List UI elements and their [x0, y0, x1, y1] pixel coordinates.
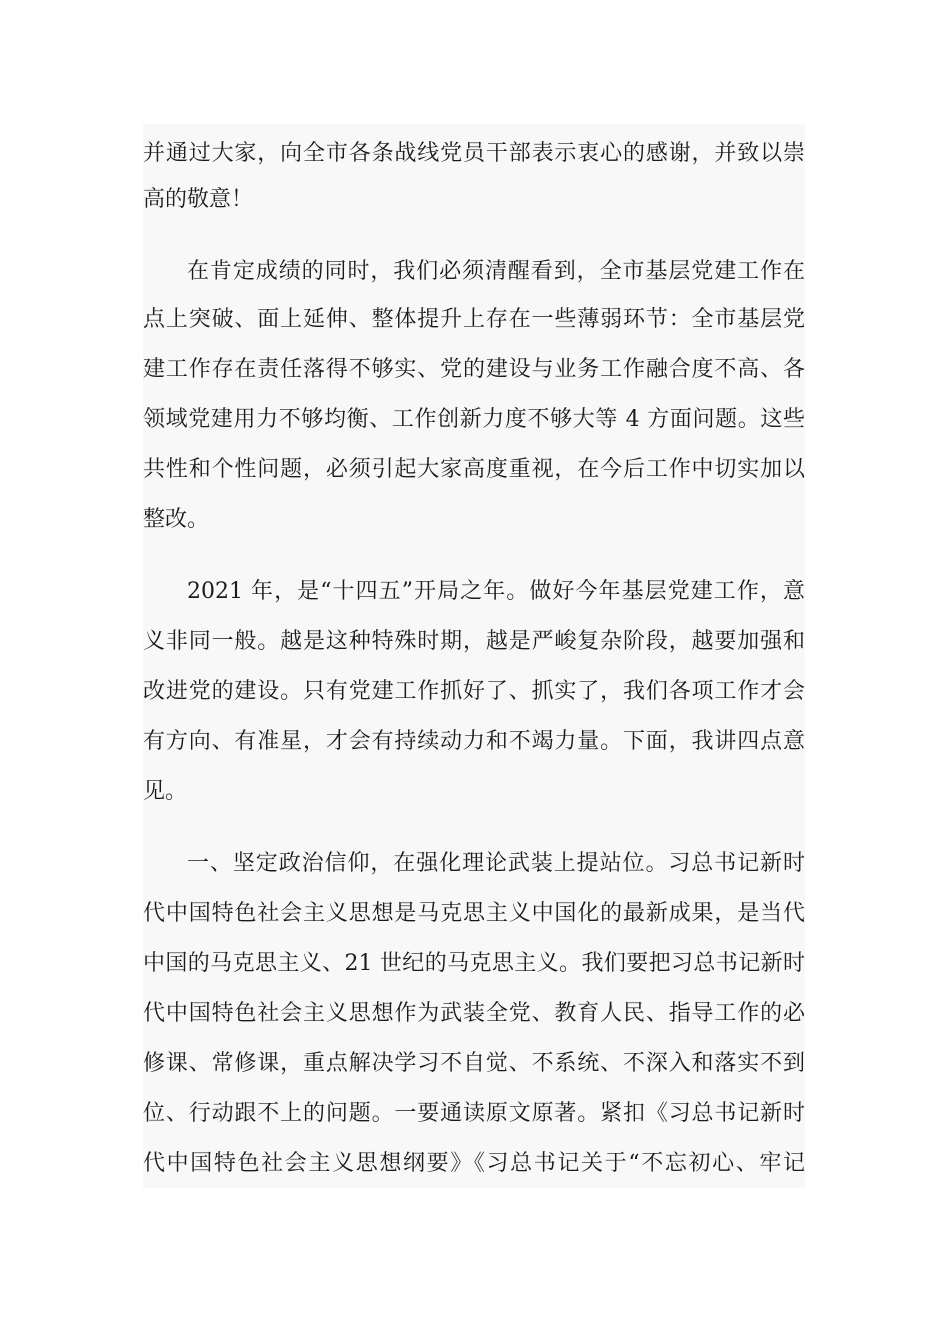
paragraph-3-line-5: 见。 — [143, 779, 188, 804]
paragraph-1-line-2: 高的敬意！ — [143, 187, 254, 212]
paragraph-2-line-1: 在肯定成绩的同时，我们必须清醒看到，全市基层党建工作在 — [187, 259, 805, 284]
paragraph-3-line-4: 有方向、有准星，才会有持续动力和不竭力量。下面，我讲四点意 — [143, 729, 805, 754]
paragraph-4-line-7: 代中国特色社会主义思想纲要》《习总书记关于“不忘初心、牢记 — [143, 1151, 805, 1176]
paragraph-2-line-2: 点上突破、面上延伸、整体提升上存在一些薄弱环节：全市基层党 — [143, 307, 805, 332]
paragraph-4-line-4: 代中国特色社会主义思想作为武装全党、教育人民、指导工作的必 — [143, 1001, 805, 1026]
paragraph-2-line-4: 领域党建用力不够均衡、工作创新力度不够大等 4 方面问题。这些 — [143, 407, 805, 432]
paragraph-3-line-2: 义非同一般。越是这种特殊时期，越是严峻复杂阶段，越要加强和 — [143, 629, 805, 654]
paragraph-4-line-1: 一、坚定政治信仰，在强化理论武装上提站位。习总书记新时 — [187, 851, 805, 876]
paragraph-2-line-3: 建工作存在责任落得不够实、党的建设与业务工作融合度不高、各 — [143, 357, 805, 382]
paragraph-4-line-3: 中国的马克思主义、21 世纪的马克思主义。我们要把习总书记新时 — [143, 951, 805, 976]
paragraph-3-line-3: 改进党的建设。只有党建工作抓好了、抓实了，我们各项工作才会 — [143, 679, 805, 704]
paragraph-1-line-1: 并通过大家，向全市各条战线党员干部表示衷心的感谢，并致以崇 — [143, 141, 805, 166]
paragraph-2-line-6: 整改。 — [143, 507, 210, 532]
document-text-block — [143, 124, 805, 1188]
paragraph-4-line-2: 代中国特色社会主义思想是马克思主义中国化的最新成果，是当代 — [143, 901, 805, 926]
paragraph-4-line-6: 位、行动跟不上的问题。一要通读原文原著。紧扣《习总书记新时 — [143, 1101, 805, 1126]
paragraph-2-line-5: 共性和个性问题，必须引起大家高度重视，在今后工作中切实加以 — [143, 457, 805, 482]
paragraph-3-line-1: 2021 年，是“十四五”开局之年。做好今年基层党建工作，意 — [187, 579, 805, 604]
paragraph-4-line-5: 修课、常修课，重点解决学习不自觉、不系统、不深入和落实不到 — [143, 1051, 805, 1076]
